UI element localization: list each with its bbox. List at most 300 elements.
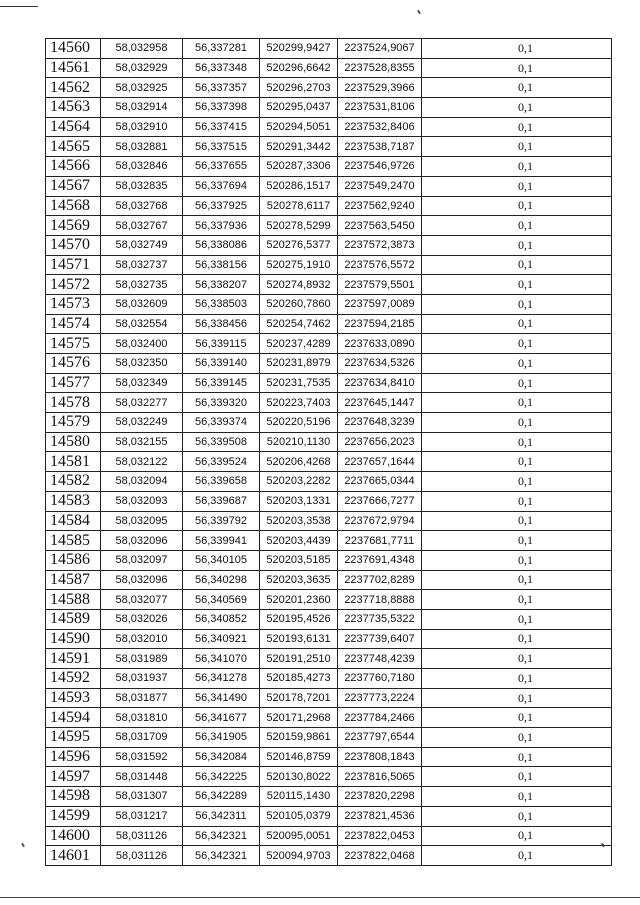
x-coordinate-cell: 520231,8979	[260, 354, 338, 374]
longitude-cell: 56,340298	[183, 570, 260, 590]
table-row	[46, 98, 612, 118]
y-coordinate-cell: 2237563,5450	[338, 216, 422, 236]
table-row	[46, 275, 612, 295]
longitude-cell: 56,339374	[183, 413, 260, 433]
point-number-cell: 14597	[46, 767, 101, 787]
point-number-cell: 14567	[46, 176, 101, 196]
tolerance-cell: 0,1	[422, 649, 612, 669]
longitude-cell: 56,339145	[183, 373, 260, 393]
latitude-cell: 58,032122	[101, 452, 183, 472]
point-number-cell: 14576	[46, 354, 101, 374]
table-row	[46, 669, 612, 689]
x-coordinate-cell: 520223,7403	[260, 393, 338, 413]
longitude-cell: 56,341070	[183, 649, 260, 669]
tolerance-cell: 0,1	[422, 432, 612, 452]
x-coordinate-cell: 520130,8022	[260, 767, 338, 787]
latitude-cell: 58,032925	[101, 78, 183, 98]
point-number-cell: 14569	[46, 216, 101, 236]
y-coordinate-cell: 2237718,8888	[338, 590, 422, 610]
table-row	[46, 255, 612, 275]
latitude-cell: 58,031592	[101, 747, 183, 767]
y-coordinate-cell: 2237524,9067	[338, 39, 422, 59]
tolerance-cell: 0,1	[422, 452, 612, 472]
x-coordinate-cell: 520203,2282	[260, 472, 338, 492]
y-coordinate-cell: 2237633,0890	[338, 334, 422, 354]
table-row	[46, 531, 612, 551]
table-row	[46, 491, 612, 511]
longitude-cell: 56,339320	[183, 393, 260, 413]
longitude-cell: 56,342321	[183, 826, 260, 846]
x-coordinate-cell: 520294,5051	[260, 117, 338, 137]
coordinates-table	[45, 38, 612, 866]
x-coordinate-cell: 520146,8759	[260, 747, 338, 767]
latitude-cell: 58,031448	[101, 767, 183, 787]
tolerance-cell: 0,1	[422, 78, 612, 98]
tolerance-cell: 0,1	[422, 747, 612, 767]
latitude-cell: 58,032737	[101, 255, 183, 275]
table-row	[46, 314, 612, 334]
tolerance-cell: 0,1	[422, 354, 612, 374]
table-row	[46, 688, 612, 708]
table-row	[46, 216, 612, 236]
tolerance-cell: 0,1	[422, 728, 612, 748]
x-coordinate-cell: 520203,4439	[260, 531, 338, 551]
bottom-rule	[0, 897, 640, 898]
scan-speck	[21, 843, 25, 847]
tolerance-cell: 0,1	[422, 708, 612, 728]
tolerance-cell: 0,1	[422, 609, 612, 629]
tolerance-cell: 0,1	[422, 314, 612, 334]
longitude-cell: 56,341490	[183, 688, 260, 708]
table-row	[46, 550, 612, 570]
tolerance-cell: 0,1	[422, 176, 612, 196]
latitude-cell: 58,032768	[101, 196, 183, 216]
x-coordinate-cell: 520193,6131	[260, 629, 338, 649]
x-coordinate-cell: 520296,2703	[260, 78, 338, 98]
longitude-cell: 56,340105	[183, 550, 260, 570]
y-coordinate-cell: 2237529,3966	[338, 78, 422, 98]
longitude-cell: 56,337655	[183, 157, 260, 177]
tolerance-cell: 0,1	[422, 98, 612, 118]
y-coordinate-cell: 2237822,0468	[338, 846, 422, 866]
scan-speck	[417, 10, 421, 14]
latitude-cell: 58,032096	[101, 570, 183, 590]
x-coordinate-cell: 520231,7535	[260, 373, 338, 393]
x-coordinate-cell: 520178,7201	[260, 688, 338, 708]
x-coordinate-cell: 520276,5377	[260, 235, 338, 255]
top-left-rule	[0, 6, 38, 7]
y-coordinate-cell: 2237665,0344	[338, 472, 422, 492]
x-coordinate-cell: 520191,2510	[260, 649, 338, 669]
tolerance-cell: 0,1	[422, 275, 612, 295]
point-number-cell: 14574	[46, 314, 101, 334]
y-coordinate-cell: 2237822,0453	[338, 826, 422, 846]
x-coordinate-cell: 520275,1910	[260, 255, 338, 275]
table-row	[46, 629, 612, 649]
point-number-cell: 14570	[46, 235, 101, 255]
x-coordinate-cell: 520278,5299	[260, 216, 338, 236]
y-coordinate-cell: 2237820,2298	[338, 787, 422, 807]
latitude-cell: 58,031126	[101, 826, 183, 846]
point-number-cell: 14565	[46, 137, 101, 157]
y-coordinate-cell: 2237634,8410	[338, 373, 422, 393]
point-number-cell: 14575	[46, 334, 101, 354]
longitude-cell: 56,337357	[183, 78, 260, 98]
x-coordinate-cell: 520254,7462	[260, 314, 338, 334]
tolerance-cell: 0,1	[422, 196, 612, 216]
point-number-cell: 14561	[46, 58, 101, 78]
y-coordinate-cell: 2237562,9240	[338, 196, 422, 216]
latitude-cell: 58,032846	[101, 157, 183, 177]
y-coordinate-cell: 2237656,2023	[338, 432, 422, 452]
longitude-cell: 56,337398	[183, 98, 260, 118]
longitude-cell: 56,339941	[183, 531, 260, 551]
point-number-cell: 14579	[46, 413, 101, 433]
table-row	[46, 334, 612, 354]
longitude-cell: 56,337694	[183, 176, 260, 196]
x-coordinate-cell: 520286,1517	[260, 176, 338, 196]
y-coordinate-cell: 2237735,5322	[338, 609, 422, 629]
latitude-cell: 58,032350	[101, 354, 183, 374]
coordinates-table-body	[46, 39, 612, 866]
longitude-cell: 56,338207	[183, 275, 260, 295]
longitude-cell: 56,339508	[183, 432, 260, 452]
table-row	[46, 157, 612, 177]
tolerance-cell: 0,1	[422, 294, 612, 314]
y-coordinate-cell: 2237672,9794	[338, 511, 422, 531]
latitude-cell: 58,032835	[101, 176, 183, 196]
y-coordinate-cell: 2237691,4348	[338, 550, 422, 570]
tolerance-cell: 0,1	[422, 846, 612, 866]
latitude-cell: 58,031810	[101, 708, 183, 728]
longitude-cell: 56,337515	[183, 137, 260, 157]
y-coordinate-cell: 2237797,6544	[338, 728, 422, 748]
latitude-cell: 58,032767	[101, 216, 183, 236]
x-coordinate-cell: 520274,8932	[260, 275, 338, 295]
point-number-cell: 14580	[46, 432, 101, 452]
longitude-cell: 56,339140	[183, 354, 260, 374]
point-number-cell: 14587	[46, 570, 101, 590]
y-coordinate-cell: 2237634,5326	[338, 354, 422, 374]
table-row	[46, 235, 612, 255]
longitude-cell: 56,339658	[183, 472, 260, 492]
point-number-cell: 14583	[46, 491, 101, 511]
y-coordinate-cell: 2237645,1447	[338, 393, 422, 413]
latitude-cell: 58,032026	[101, 609, 183, 629]
x-coordinate-cell: 520220,5196	[260, 413, 338, 433]
y-coordinate-cell: 2237773,2224	[338, 688, 422, 708]
tolerance-cell: 0,1	[422, 413, 612, 433]
tolerance-cell: 0,1	[422, 117, 612, 137]
latitude-cell: 58,031217	[101, 806, 183, 826]
table-row	[46, 117, 612, 137]
longitude-cell: 56,342311	[183, 806, 260, 826]
latitude-cell: 58,032155	[101, 432, 183, 452]
table-row	[46, 413, 612, 433]
tolerance-cell: 0,1	[422, 137, 612, 157]
longitude-cell: 56,340852	[183, 609, 260, 629]
x-coordinate-cell: 520094,9703	[260, 846, 338, 866]
point-number-cell: 14560	[46, 39, 101, 59]
tolerance-cell: 0,1	[422, 826, 612, 846]
y-coordinate-cell: 2237594,2185	[338, 314, 422, 334]
table-row	[46, 806, 612, 826]
table-row	[46, 196, 612, 216]
x-coordinate-cell: 520095,0051	[260, 826, 338, 846]
point-number-cell: 14577	[46, 373, 101, 393]
point-number-cell: 14596	[46, 747, 101, 767]
longitude-cell: 56,341677	[183, 708, 260, 728]
latitude-cell: 58,031989	[101, 649, 183, 669]
table-row	[46, 58, 612, 78]
point-number-cell: 14568	[46, 196, 101, 216]
table-row	[46, 432, 612, 452]
tolerance-cell: 0,1	[422, 590, 612, 610]
tolerance-cell: 0,1	[422, 472, 612, 492]
x-coordinate-cell: 520105,0379	[260, 806, 338, 826]
y-coordinate-cell: 2237597,0089	[338, 294, 422, 314]
table-row	[46, 747, 612, 767]
table-row	[46, 393, 612, 413]
longitude-cell: 56,342289	[183, 787, 260, 807]
x-coordinate-cell: 520278,6117	[260, 196, 338, 216]
latitude-cell: 58,032095	[101, 511, 183, 531]
y-coordinate-cell: 2237576,5572	[338, 255, 422, 275]
point-number-cell: 14585	[46, 531, 101, 551]
x-coordinate-cell: 520291,3442	[260, 137, 338, 157]
x-coordinate-cell: 520295,0437	[260, 98, 338, 118]
x-coordinate-cell: 520203,3538	[260, 511, 338, 531]
x-coordinate-cell: 520210,1130	[260, 432, 338, 452]
y-coordinate-cell: 2237538,7187	[338, 137, 422, 157]
tolerance-cell: 0,1	[422, 570, 612, 590]
y-coordinate-cell: 2237808,1843	[338, 747, 422, 767]
point-number-cell: 14588	[46, 590, 101, 610]
longitude-cell: 56,339115	[183, 334, 260, 354]
point-number-cell: 14592	[46, 669, 101, 689]
table-row	[46, 649, 612, 669]
latitude-cell: 58,032277	[101, 393, 183, 413]
longitude-cell: 56,338503	[183, 294, 260, 314]
point-number-cell: 14601	[46, 846, 101, 866]
point-number-cell: 14572	[46, 275, 101, 295]
y-coordinate-cell: 2237579,5501	[338, 275, 422, 295]
latitude-cell: 58,031877	[101, 688, 183, 708]
table-row	[46, 294, 612, 314]
tolerance-cell: 0,1	[422, 511, 612, 531]
tolerance-cell: 0,1	[422, 491, 612, 511]
y-coordinate-cell: 2237531,8106	[338, 98, 422, 118]
y-coordinate-cell: 2237760,7180	[338, 669, 422, 689]
longitude-cell: 56,337925	[183, 196, 260, 216]
longitude-cell: 56,338456	[183, 314, 260, 334]
x-coordinate-cell: 520206,4268	[260, 452, 338, 472]
table-row	[46, 846, 612, 866]
longitude-cell: 56,342225	[183, 767, 260, 787]
longitude-cell: 56,338156	[183, 255, 260, 275]
x-coordinate-cell: 520287,3306	[260, 157, 338, 177]
table-row	[46, 511, 612, 531]
y-coordinate-cell: 2237739,6407	[338, 629, 422, 649]
table-row	[46, 176, 612, 196]
y-coordinate-cell: 2237528,8355	[338, 58, 422, 78]
x-coordinate-cell: 520195,4526	[260, 609, 338, 629]
tolerance-cell: 0,1	[422, 787, 612, 807]
latitude-cell: 58,032249	[101, 413, 183, 433]
longitude-cell: 56,340569	[183, 590, 260, 610]
tolerance-cell: 0,1	[422, 216, 612, 236]
longitude-cell: 56,337936	[183, 216, 260, 236]
table-row	[46, 137, 612, 157]
tolerance-cell: 0,1	[422, 669, 612, 689]
y-coordinate-cell: 2237784,2466	[338, 708, 422, 728]
table-row	[46, 39, 612, 59]
latitude-cell: 58,032400	[101, 334, 183, 354]
latitude-cell: 58,032077	[101, 590, 183, 610]
point-number-cell: 14599	[46, 806, 101, 826]
table-row	[46, 787, 612, 807]
y-coordinate-cell: 2237666,7277	[338, 491, 422, 511]
latitude-cell: 58,032554	[101, 314, 183, 334]
tolerance-cell: 0,1	[422, 373, 612, 393]
longitude-cell: 56,337281	[183, 39, 260, 59]
latitude-cell: 58,032749	[101, 235, 183, 255]
y-coordinate-cell: 2237816,5065	[338, 767, 422, 787]
x-coordinate-cell: 520203,1331	[260, 491, 338, 511]
point-number-cell: 14590	[46, 629, 101, 649]
latitude-cell: 58,032094	[101, 472, 183, 492]
tolerance-cell: 0,1	[422, 531, 612, 551]
point-number-cell: 14598	[46, 787, 101, 807]
y-coordinate-cell: 2237572,3873	[338, 235, 422, 255]
point-number-cell: 14562	[46, 78, 101, 98]
point-number-cell: 14600	[46, 826, 101, 846]
tolerance-cell: 0,1	[422, 157, 612, 177]
y-coordinate-cell: 2237549,2470	[338, 176, 422, 196]
y-coordinate-cell: 2237648,3239	[338, 413, 422, 433]
longitude-cell: 56,339792	[183, 511, 260, 531]
latitude-cell: 58,032096	[101, 531, 183, 551]
table-row	[46, 472, 612, 492]
latitude-cell: 58,032881	[101, 137, 183, 157]
longitude-cell: 56,341905	[183, 728, 260, 748]
longitude-cell: 56,337348	[183, 58, 260, 78]
y-coordinate-cell: 2237748,4239	[338, 649, 422, 669]
y-coordinate-cell: 2237532,8406	[338, 117, 422, 137]
point-number-cell: 14584	[46, 511, 101, 531]
latitude-cell: 58,032910	[101, 117, 183, 137]
latitude-cell: 58,032735	[101, 275, 183, 295]
table-row	[46, 728, 612, 748]
longitude-cell: 56,339687	[183, 491, 260, 511]
longitude-cell: 56,337415	[183, 117, 260, 137]
point-number-cell: 14595	[46, 728, 101, 748]
y-coordinate-cell: 2237681,7711	[338, 531, 422, 551]
point-number-cell: 14563	[46, 98, 101, 118]
tolerance-cell: 0,1	[422, 39, 612, 59]
y-coordinate-cell: 2237821,4536	[338, 806, 422, 826]
tolerance-cell: 0,1	[422, 806, 612, 826]
latitude-cell: 58,032929	[101, 58, 183, 78]
x-coordinate-cell: 520299,9427	[260, 39, 338, 59]
table-row	[46, 373, 612, 393]
y-coordinate-cell: 2237702,8289	[338, 570, 422, 590]
x-coordinate-cell: 520201,2360	[260, 590, 338, 610]
latitude-cell: 58,032093	[101, 491, 183, 511]
point-number-cell: 14594	[46, 708, 101, 728]
tolerance-cell: 0,1	[422, 334, 612, 354]
longitude-cell: 56,342321	[183, 846, 260, 866]
x-coordinate-cell: 520237,4289	[260, 334, 338, 354]
point-number-cell: 14582	[46, 472, 101, 492]
x-coordinate-cell: 520159,9861	[260, 728, 338, 748]
point-number-cell: 14589	[46, 609, 101, 629]
tolerance-cell: 0,1	[422, 629, 612, 649]
point-number-cell: 14566	[46, 157, 101, 177]
point-number-cell: 14593	[46, 688, 101, 708]
point-number-cell: 14591	[46, 649, 101, 669]
tolerance-cell: 0,1	[422, 393, 612, 413]
x-coordinate-cell: 520185,4273	[260, 669, 338, 689]
tolerance-cell: 0,1	[422, 767, 612, 787]
latitude-cell: 58,032914	[101, 98, 183, 118]
tolerance-cell: 0,1	[422, 688, 612, 708]
longitude-cell: 56,340921	[183, 629, 260, 649]
point-number-cell: 14581	[46, 452, 101, 472]
table-row	[46, 609, 612, 629]
table-row	[46, 354, 612, 374]
tolerance-cell: 0,1	[422, 58, 612, 78]
x-coordinate-cell: 520203,3635	[260, 570, 338, 590]
latitude-cell: 58,032609	[101, 294, 183, 314]
point-number-cell: 14586	[46, 550, 101, 570]
x-coordinate-cell: 520203,5185	[260, 550, 338, 570]
latitude-cell: 58,032349	[101, 373, 183, 393]
table-row	[46, 590, 612, 610]
point-number-cell: 14578	[46, 393, 101, 413]
table-row	[46, 570, 612, 590]
y-coordinate-cell: 2237657,1644	[338, 452, 422, 472]
longitude-cell: 56,339524	[183, 452, 260, 472]
latitude-cell: 58,031709	[101, 728, 183, 748]
point-number-cell: 14571	[46, 255, 101, 275]
point-number-cell: 14573	[46, 294, 101, 314]
longitude-cell: 56,341278	[183, 669, 260, 689]
longitude-cell: 56,342084	[183, 747, 260, 767]
x-coordinate-cell: 520260,7860	[260, 294, 338, 314]
table-row	[46, 826, 612, 846]
tolerance-cell: 0,1	[422, 550, 612, 570]
x-coordinate-cell: 520115,1430	[260, 787, 338, 807]
x-coordinate-cell: 520296,6642	[260, 58, 338, 78]
table-row	[46, 78, 612, 98]
latitude-cell: 58,031126	[101, 846, 183, 866]
y-coordinate-cell: 2237546,9726	[338, 157, 422, 177]
latitude-cell: 58,032010	[101, 629, 183, 649]
latitude-cell: 58,031937	[101, 669, 183, 689]
latitude-cell: 58,032097	[101, 550, 183, 570]
longitude-cell: 56,338086	[183, 235, 260, 255]
latitude-cell: 58,031307	[101, 787, 183, 807]
table-row	[46, 708, 612, 728]
tolerance-cell: 0,1	[422, 235, 612, 255]
x-coordinate-cell: 520171,2968	[260, 708, 338, 728]
point-number-cell: 14564	[46, 117, 101, 137]
latitude-cell: 58,032958	[101, 39, 183, 59]
table-row	[46, 452, 612, 472]
tolerance-cell: 0,1	[422, 255, 612, 275]
table-row	[46, 767, 612, 787]
